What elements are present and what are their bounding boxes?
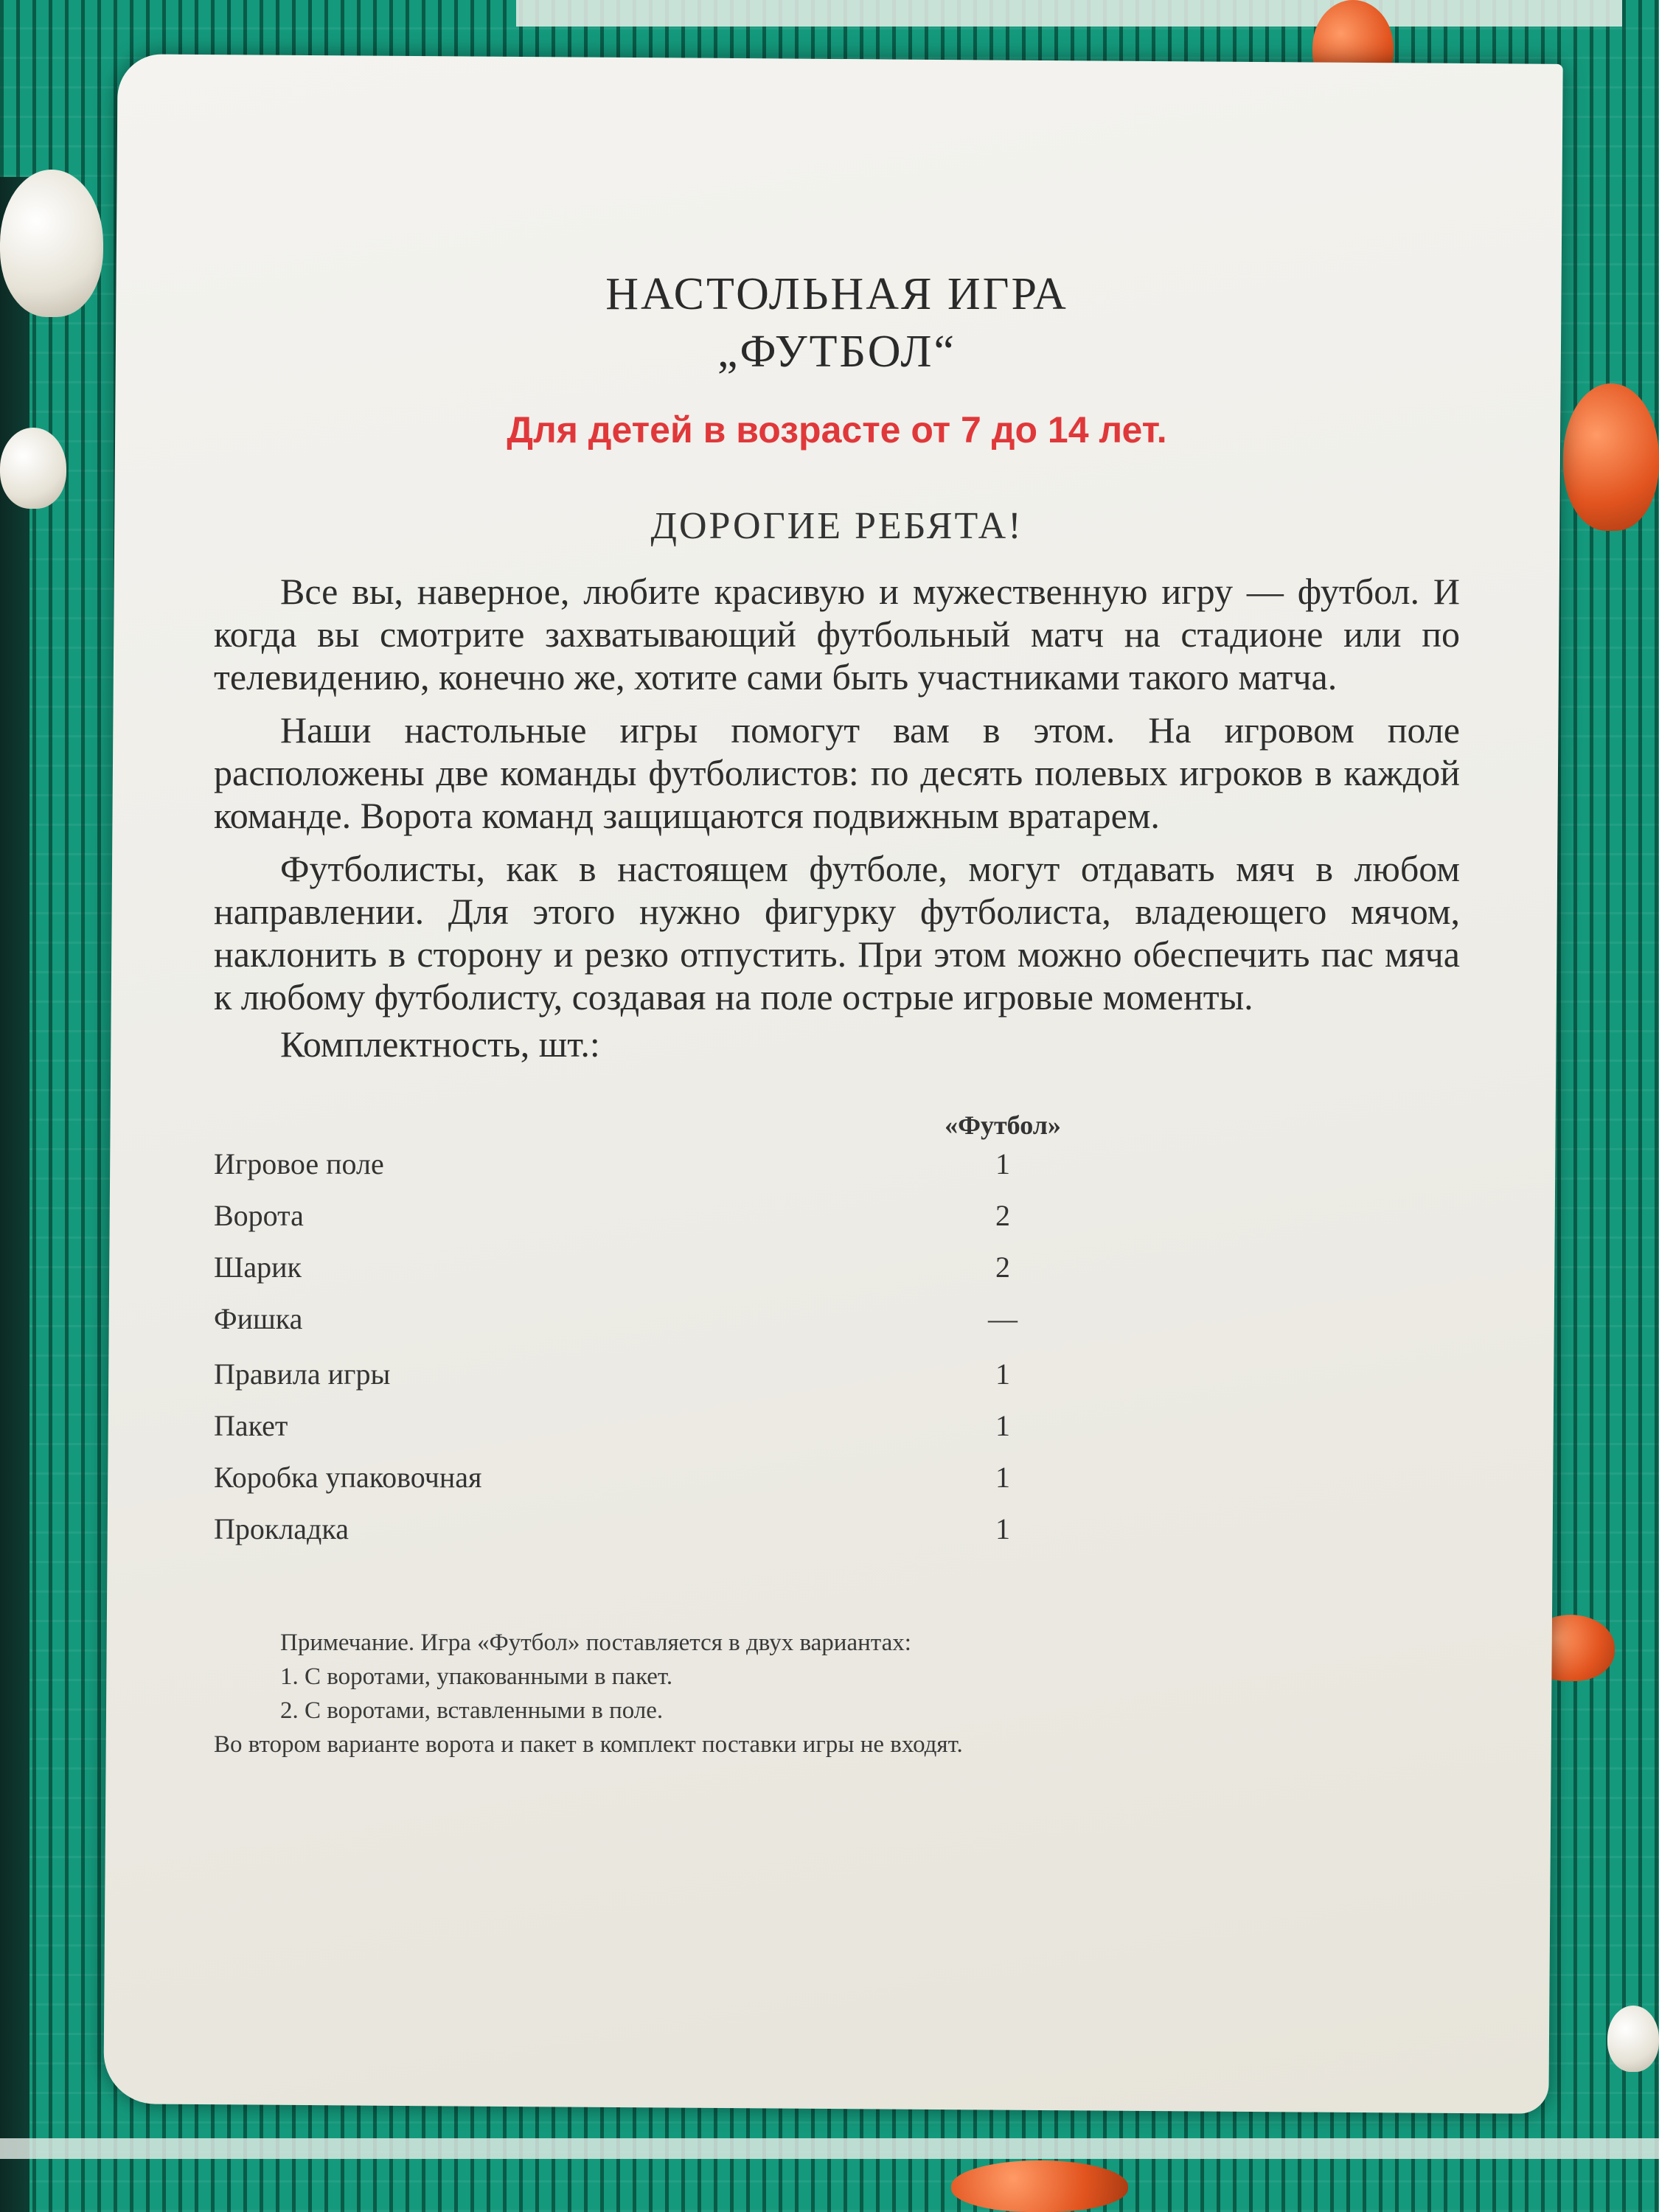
player-figure-orange (1563, 383, 1659, 531)
document-title (214, 265, 1460, 380)
item-name: Коробка упаковочная (214, 1461, 482, 1494)
table-row (214, 1147, 1320, 1198)
player-figure-white (0, 428, 66, 509)
table-row (214, 1357, 1320, 1408)
title-line-2: „ФУТБОЛ“ (717, 327, 956, 377)
greeting-heading: ДОРОГИЕ РЕБЯТА! (650, 505, 1023, 547)
completeness-table (214, 1110, 1460, 1626)
item-qty: 1 (995, 1409, 1010, 1442)
note-line: Примечание. Игра «Футбол» поставляется в двух вариантах: (280, 1630, 911, 1656)
instruction-document (214, 265, 1460, 1818)
table-column-header: «Футбол» (945, 1110, 1061, 1140)
table-row (214, 1198, 1320, 1250)
item-qty: 2 (995, 1251, 1010, 1284)
field-line-bottom (0, 2138, 1659, 2159)
player-figure-white (1607, 2006, 1659, 2072)
item-qty: 2 (995, 1199, 1010, 1232)
paragraph: Все вы, наверное, любите красивую и мужественную игру — футбол. И когда вы смотрите захватывающий футбольный матч на стадионе или по телевидению, конечно же, хотите сами быть участниками такого матча. (214, 571, 1460, 698)
item-name: Игровое поле (214, 1147, 384, 1180)
table-row (214, 1408, 1320, 1460)
age-note: Для детей в возрасте от 7 до 14 лет. (507, 409, 1167, 451)
item-qty: 1 (995, 1357, 1010, 1391)
item-name: Пакет (214, 1409, 288, 1442)
note-line: 2. С воротами, вставленными в поле. (280, 1697, 664, 1724)
item-name: Шарик (214, 1251, 302, 1284)
note-line: Во втором варианте ворота и пакет в комплект поставки игры не входят. (214, 1731, 963, 1758)
field-line-top (516, 0, 1622, 27)
item-qty: 1 (995, 1147, 1010, 1180)
table-row (214, 1301, 1320, 1353)
item-name: Правила игры (214, 1357, 391, 1391)
note-line: 1. С воротами, упакованными в пакет. (280, 1663, 673, 1690)
item-name: Прокладка (214, 1512, 349, 1545)
note-text (214, 1626, 1364, 1761)
player-figure-white (0, 170, 103, 317)
paragraph: Футболисты, как в настоящем футболе, могут отдавать мяч в любом направлении. Для этого нужно фигурку футболиста, владеющего мячом, наклонить в сторону и резко отпустить. При этом можно обеспечить пас мяча к любому футболисту, создавая на поле острые игровые моменты. (214, 848, 1460, 1018)
title-line-1: НАСТОЛЬНАЯ ИГРА (605, 269, 1068, 319)
player-figure-orange (951, 2160, 1128, 2212)
paragraph: Наши настольные игры помогут вам в этом. На игровом поле расположены две команды футболистов: по десять полевых игроков в каждой команде. Ворота команд защищаются подвижным вратарем. (214, 709, 1460, 836)
table-row (214, 1250, 1320, 1301)
completeness-label: Комплектность, шт.: (280, 1023, 600, 1065)
table-row (214, 1512, 1320, 1563)
table-row (214, 1460, 1320, 1512)
item-qty: — (988, 1302, 1018, 1335)
note-block (214, 1626, 1460, 1818)
item-name: Фишка (214, 1302, 303, 1335)
item-qty: 1 (995, 1461, 1010, 1494)
item-name: Ворота (214, 1199, 304, 1232)
item-qty: 1 (995, 1512, 1010, 1545)
